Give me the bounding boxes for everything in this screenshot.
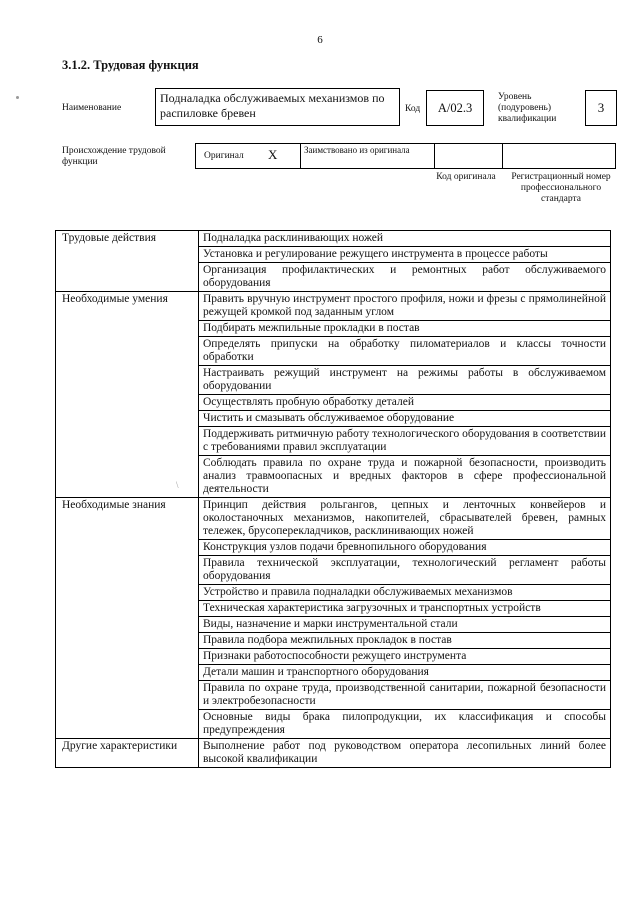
item-cell: Правила подбора межпильных прокладок в постав [199,633,611,649]
category-cell: Необходимые умения [56,292,199,498]
function-details-table [55,230,611,768]
name-label: Наименование [62,103,122,113]
level-value-box: 3 [585,90,617,126]
item-cell: Подбирать межпильные прокладки в постав [199,321,611,337]
item-cell: Правила по охране труда, производственной санитарии, пожарной безопасности и электробезопасности [199,681,611,710]
item-cell: Основные виды брака пилопродукции, их классификация и способы предупреждения [199,710,611,739]
origin-cell-borrowed [300,144,435,168]
origin-cell-regnum [502,144,615,168]
item-cell: Осуществлять пробную обработку деталей [199,395,611,411]
item-cell: Правила технической эксплуатации, технологический регламент работы оборудования [199,556,611,585]
item-cell: Соблюдать правила по охране труда и пожарной безопасности, производить анализ травмоопасных и вредных факторов в сфере профессиональной деятельности [199,456,611,498]
item-cell: Конструкция узлов подачи бревнопильного оборудования [199,540,611,556]
item-cell: Настраивать режущий инструмент на режимы работы в обслуживаемом оборудовании [199,366,611,395]
item-cell: Поддерживать ритмичную работу технологического оборудования в соответствии с требованиями правил эксплуатации [199,427,611,456]
item-cell: Подналадка расклинивающих ножей [199,231,611,247]
item-cell: Принцип действия рольгангов, цепных и ленточных конвейеров и околостаночных механизмов, накопителей, сбрасывателей бревен, рамных тележек, брусоперекладчиков, расклинивающих ножей [199,498,611,540]
page-number: 6 [317,34,323,46]
level-label: Уровень (подуровень) квалификации [498,92,557,124]
origin-label: Происхождение трудовой функции [62,146,166,167]
category-cell: Необходимые знания [56,498,199,739]
borrowed-label: Заимствовано из оригинала [304,145,410,155]
item-cell: Организация профилактических и ремонтных работ обслуживаемого оборудования [199,263,611,292]
reg-number-caption: Регистрационный номер профессионального стандарта [511,172,611,204]
original-label: Оригинал [204,151,244,161]
table-row [56,292,611,321]
item-cell: Детали машин и транспортного оборудования [199,665,611,681]
origin-cell-original [196,144,301,168]
item-cell: Устройство и правила подналадки обслуживаемых механизмов [199,585,611,601]
scan-mark: \ [176,480,179,490]
item-cell: Выполнение работ под руководством оператора лесопильных линий более высокой квалификации [199,739,611,768]
item-cell: Признаки работоспособности режущего инструмента [199,649,611,665]
function-details-body [56,231,611,768]
scan-speck [16,96,19,99]
item-cell: Виды, назначение и марки инструментальной стали [199,617,611,633]
origin-row [195,143,616,169]
item-cell: Определять припуски на обработку пиломатериалов и классы точности обработки [199,337,611,366]
function-name-box: Подналадка обслуживаемых механизмов по распиловке бревен [155,88,400,126]
code-label: Код [405,104,421,114]
code-value-box: A/02.3 [426,90,484,126]
category-cell: Другие характеристики [56,739,199,768]
original-mark: X [268,147,278,162]
table-row [56,739,611,768]
category-cell: Трудовые действия [56,231,199,292]
table-row [56,498,611,540]
section-title: 3.1.2. Трудовая функция [62,58,199,72]
item-cell: Чистить и смазывать обслуживаемое оборудование [199,411,611,427]
item-cell: Править вручную инструмент простого профиля, ножи и фрезы с прямолинейной режущей кромкой под заданным углом [199,292,611,321]
table-row [56,231,611,247]
item-cell: Установка и регулирование режущего инструмента в процессе работы [199,247,611,263]
item-cell: Техническая характеристика загрузочных и транспортных устройств [199,601,611,617]
origin-cell-code [434,144,503,168]
origin-code-caption: Код оригинала [436,172,496,182]
